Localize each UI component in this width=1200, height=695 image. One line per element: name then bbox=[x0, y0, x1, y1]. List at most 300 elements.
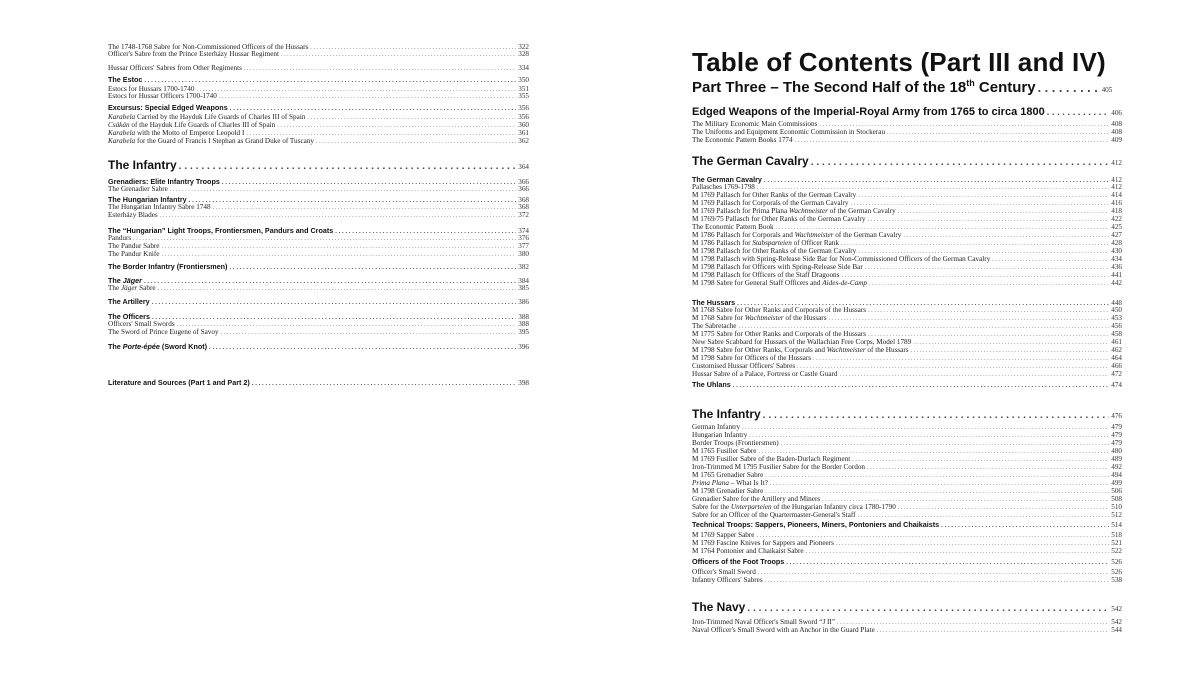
toc-entry-title-text: Hussar Officers' Sabres from Other Regiments bbox=[108, 64, 242, 72]
dot-leader bbox=[739, 322, 1110, 330]
toc-entry-title bbox=[692, 539, 834, 547]
dot-leader bbox=[179, 158, 517, 172]
toc-entry-page-number: 350 bbox=[518, 76, 529, 84]
toc-entry-title-text: The Artillery bbox=[108, 297, 150, 306]
toc-entry-page-number: 512 bbox=[1111, 511, 1122, 519]
toc-entry-page-number: 462 bbox=[1111, 346, 1122, 354]
toc-entry bbox=[692, 380, 1122, 389]
toc-entry bbox=[692, 370, 1122, 378]
toc-entry-title-text: The German Cavalry bbox=[692, 154, 809, 168]
dot-leader bbox=[841, 271, 1109, 279]
dot-leader bbox=[133, 234, 516, 242]
toc-entry-page-number: 412 bbox=[1111, 176, 1122, 184]
toc-entry-page-number: 405 bbox=[1101, 86, 1113, 94]
toc-entry-title bbox=[692, 503, 896, 511]
toc-entry-title-italic: Unterparteien bbox=[730, 503, 772, 511]
toc-entry bbox=[692, 79, 1112, 97]
dot-leader bbox=[765, 576, 1110, 584]
dot-leader bbox=[229, 262, 516, 271]
toc-entry bbox=[692, 207, 1122, 215]
toc-entry bbox=[692, 271, 1122, 279]
dot-leader bbox=[209, 342, 516, 351]
dot-leader bbox=[858, 191, 1109, 199]
toc-entry-title-text: Esterházy Blades bbox=[108, 211, 158, 219]
toc-entry-title bbox=[692, 557, 784, 566]
toc-entry-title-text: The Pandur Sabre bbox=[108, 242, 160, 250]
toc-entry-title-text: M 1765 Grenadier Sabre bbox=[692, 471, 764, 479]
toc-entry bbox=[108, 297, 529, 306]
toc-entry-page-number: 334 bbox=[518, 64, 529, 72]
toc-entry-title bbox=[692, 495, 820, 503]
toc-entry-title-text: for the Guard of Francis I Stephan as Grand Duke of Tuscany bbox=[135, 137, 315, 145]
toc-entry bbox=[108, 185, 529, 193]
toc-entry-page-number: 521 bbox=[1111, 539, 1122, 547]
toc-entry-page-number: 450 bbox=[1111, 306, 1122, 314]
toc-entry-title-text: The Economic Pattern Book bbox=[692, 223, 774, 231]
toc-entry-page-number: 494 bbox=[1111, 471, 1122, 479]
toc-entry-title-text: M 1769 Pallasch for Prima Plana bbox=[692, 207, 790, 215]
toc-entry-title-text: Technical Troops: Sappers, Pioneers, Miners, Pontoniers and Chaikaists bbox=[692, 520, 940, 529]
dot-leader bbox=[781, 439, 1110, 447]
toc-entry-title bbox=[692, 338, 911, 346]
toc-entry-title-text: German Infantry bbox=[692, 423, 741, 431]
toc-entry-title-text: Naval Officer's Small Sword with an Anchor in the Guard Plate bbox=[692, 626, 875, 634]
toc-entry-title bbox=[692, 154, 809, 168]
toc-entry-title-text: M 1798 Pallasch for Officers with Spring-Release Side Bar bbox=[692, 263, 863, 271]
toc-entry-title-text: M 1769 Pallasch for Other Ranks of the German Cavalry bbox=[692, 191, 857, 199]
toc-entry-page-number: 356 bbox=[518, 113, 529, 121]
toc-entry bbox=[108, 75, 529, 84]
toc-entry-title-text: Iron-Trimmed Naval Officer's Small Sword “J II” bbox=[692, 618, 836, 626]
toc-entry bbox=[692, 487, 1122, 495]
toc-entry-title bbox=[692, 407, 761, 421]
toc-entry-title bbox=[108, 113, 305, 121]
toc-entry-page-number: 479 bbox=[1111, 423, 1122, 431]
toc-entry-page-number: 414 bbox=[1111, 191, 1122, 199]
toc-entry-title-text: M 1798 Sabre for Other Ranks, Corporals and bbox=[692, 346, 827, 354]
toc-entry-title-text: M 1765 Fusilier Sabre bbox=[692, 447, 757, 455]
dot-leader bbox=[877, 626, 1109, 634]
toc-entry-title-text: M 1798 Pallasch for Officers of the Staff Dragoons bbox=[692, 271, 840, 279]
toc-entry-page-number: 355 bbox=[518, 92, 529, 100]
toc-entry-title-text: The Pandur Knife bbox=[108, 250, 160, 258]
toc-entry-title bbox=[692, 463, 865, 471]
dot-leader bbox=[776, 223, 1110, 231]
toc-entry bbox=[108, 129, 529, 137]
toc-entry bbox=[692, 263, 1122, 271]
toc-entry-page-number: 542 bbox=[1111, 605, 1122, 613]
dot-leader bbox=[806, 547, 1110, 555]
toc-entry-title bbox=[692, 362, 795, 370]
toc-entry bbox=[108, 378, 529, 387]
toc-entry-title bbox=[692, 618, 835, 626]
toc-entry-title-text: Literature and Sources (Part 1 and Part 2) bbox=[108, 378, 250, 387]
dot-leader bbox=[858, 247, 1109, 255]
toc-entry-page-number: 386 bbox=[518, 298, 529, 306]
toc-entry bbox=[692, 463, 1122, 471]
toc-entry-title-italic: Wachtmeister bbox=[744, 314, 784, 322]
dot-leader bbox=[868, 330, 1109, 338]
toc-entry-title-text: M 1768 Sabre for Other Ranks and Corporals of the Hussars bbox=[692, 306, 867, 314]
toc-entry bbox=[108, 342, 529, 351]
toc-entry-title-text: The “Hungarian” Light Troops, Frontiersmen, Pandurs and Croats bbox=[108, 226, 334, 235]
toc-entry-page-number: 428 bbox=[1111, 239, 1122, 247]
dot-leader bbox=[813, 354, 1109, 362]
dot-leader bbox=[747, 600, 1109, 614]
toc-entry bbox=[108, 234, 529, 242]
toc-entry bbox=[692, 431, 1122, 439]
dot-leader bbox=[244, 64, 516, 72]
toc-entry-page-number: 396 bbox=[518, 343, 529, 351]
dot-leader bbox=[867, 215, 1109, 223]
toc-entry-page-number: 538 bbox=[1111, 576, 1122, 584]
toc-entry-title-text: The Border Infantry (Frontiersmen) bbox=[108, 262, 228, 271]
toc-entry-page-number: 514 bbox=[1111, 521, 1122, 529]
toc-entry bbox=[692, 346, 1122, 354]
toc-entry-title bbox=[692, 354, 811, 362]
toc-entry-title-text: of the Hungarian Infantry circa 1780-1790 bbox=[771, 503, 896, 511]
toc-entry bbox=[692, 279, 1122, 287]
dot-leader bbox=[852, 455, 1109, 463]
dot-leader bbox=[316, 137, 516, 145]
toc-entry bbox=[692, 407, 1122, 421]
right-page bbox=[600, 0, 1200, 695]
toc-entry-title-text: of the German Cavalry bbox=[827, 207, 896, 215]
dot-leader bbox=[867, 463, 1109, 471]
toc-entry-title bbox=[692, 247, 856, 255]
toc-entry-title-italic: Stabsparteien bbox=[752, 239, 792, 247]
toc-entry-title bbox=[692, 487, 763, 495]
toc-entry-title-text: Carried by the Hayduk Life Guards of Charles III of Spain bbox=[135, 113, 306, 121]
toc-entry-title-text: M 1798 Pallasch for Other Ranks of the German Cavalry bbox=[692, 247, 857, 255]
toc-entry bbox=[692, 362, 1122, 370]
toc-entry-page-number: 361 bbox=[518, 129, 529, 137]
toc-entry-title bbox=[692, 279, 867, 287]
toc-entry-title bbox=[108, 50, 279, 58]
toc-entry-title-text: The Estoc bbox=[108, 75, 143, 84]
toc-entry bbox=[108, 50, 529, 58]
dot-leader bbox=[941, 520, 1109, 529]
toc-entry-title bbox=[692, 322, 737, 330]
toc-entry-page-number: 366 bbox=[518, 178, 529, 186]
toc-entry-page-number: 360 bbox=[518, 121, 529, 129]
toc-entry bbox=[692, 183, 1122, 191]
toc-entry-page-number: 356 bbox=[518, 104, 529, 112]
toc-entry-title-text: The Hungarian Infantry bbox=[108, 195, 187, 204]
toc-entry-page-number: 351 bbox=[518, 85, 529, 93]
dot-leader bbox=[765, 487, 1109, 495]
toc-entry-title bbox=[692, 136, 793, 144]
toc-entry-page-number: 448 bbox=[1111, 299, 1122, 307]
toc-entry-title-text: M 1798 Sabre for General Staff Officers and bbox=[692, 279, 823, 287]
toc-entry-title bbox=[692, 547, 804, 555]
toc-entry-title bbox=[692, 439, 779, 447]
toc-entry-title-text: of the Hussars bbox=[783, 314, 827, 322]
toc-entry bbox=[692, 626, 1122, 634]
toc-entry-title-text: Sabre for an Officer of the Quartermaster-General's Staff bbox=[692, 511, 856, 519]
toc-entry-title-text: Officers' Small Swords bbox=[108, 320, 175, 328]
toc-entry-title bbox=[108, 75, 142, 84]
toc-entry-title bbox=[108, 342, 207, 351]
toc-entry-title-text: M 1786 Pallasch for bbox=[692, 239, 753, 247]
dot-leader bbox=[1047, 106, 1109, 119]
toc-entry bbox=[692, 576, 1122, 584]
dot-leader bbox=[786, 557, 1109, 566]
toc-entry-title-text: of the Hussars bbox=[865, 346, 909, 354]
dot-leader bbox=[213, 203, 517, 211]
toc-entry-page-number: 526 bbox=[1111, 558, 1122, 566]
toc-entry-title-italic: Jäger bbox=[122, 276, 142, 285]
toc-entry-title bbox=[692, 576, 763, 584]
toc-entry-title bbox=[692, 626, 875, 634]
toc-entry-title-text: The Economic Pattern Books 1774 bbox=[692, 136, 793, 144]
dot-leader bbox=[765, 471, 1109, 479]
toc-entry bbox=[108, 92, 529, 100]
toc-entry-title-text: of Officer Rank bbox=[791, 239, 839, 247]
toc-entry-page-number: 364 bbox=[518, 163, 529, 171]
toc-entry-page-number: 408 bbox=[1111, 120, 1122, 128]
toc-entry bbox=[692, 322, 1122, 330]
toc-entry-title-text: The bbox=[108, 276, 123, 285]
toc-entry bbox=[108, 320, 529, 328]
toc-entry-title-text: The Officers bbox=[108, 312, 150, 321]
toc-entry-title-text: The Infantry bbox=[108, 158, 177, 172]
dot-leader bbox=[742, 423, 1109, 431]
toc-entry-title bbox=[108, 378, 250, 387]
page-title: Table of Contents (Part III and IV) bbox=[692, 47, 1106, 77]
toc-entry bbox=[108, 328, 529, 336]
toc-entry-title bbox=[692, 120, 817, 128]
toc-entry-page-number: 526 bbox=[1111, 568, 1122, 576]
toc-entry-page-number: 422 bbox=[1111, 215, 1122, 223]
toc-entry-title-text: The bbox=[108, 284, 121, 292]
toc-entry bbox=[108, 64, 529, 72]
toc-entry-page-number: 458 bbox=[1111, 330, 1122, 338]
dot-leader bbox=[911, 346, 1110, 354]
toc-entry bbox=[108, 203, 529, 211]
dot-leader bbox=[749, 431, 1109, 439]
dot-leader bbox=[763, 407, 1110, 421]
toc-entry-title bbox=[692, 520, 939, 529]
toc-entry bbox=[692, 306, 1122, 314]
toc-entry-title bbox=[108, 92, 217, 100]
toc-entry bbox=[692, 503, 1122, 511]
toc-entry-page-number: 434 bbox=[1111, 255, 1122, 263]
toc-entry bbox=[692, 423, 1122, 431]
toc-entry-page-number: 489 bbox=[1111, 455, 1122, 463]
toc-entry-page-number: 456 bbox=[1111, 322, 1122, 330]
dot-leader bbox=[246, 129, 516, 137]
toc-entry-title bbox=[692, 531, 754, 539]
dot-leader bbox=[758, 447, 1109, 455]
toc-entry-page-number: 377 bbox=[518, 242, 529, 250]
toc-entry bbox=[108, 242, 529, 250]
dot-leader bbox=[841, 239, 1109, 247]
toc-entry-page-number: 544 bbox=[1111, 626, 1122, 634]
toc-entry-title bbox=[108, 320, 175, 328]
toc-entry-title-text: M 1798 Pallasch with Spring-Release Side Bar for Non-Commissioned Officers of the German Cavalry bbox=[692, 255, 991, 263]
toc-entry bbox=[692, 223, 1122, 231]
dot-leader bbox=[281, 50, 516, 58]
dot-leader bbox=[219, 92, 516, 100]
toc-entry bbox=[692, 330, 1122, 338]
dot-leader bbox=[811, 154, 1110, 168]
toc-entry-title bbox=[692, 271, 839, 279]
toc-entry-title-text: M 1798 Grenadier Sabre bbox=[692, 487, 764, 495]
dot-leader bbox=[887, 128, 1109, 136]
toc-entry-title-text: New Sabre Scabbard for Hussars of the Wallachian Free Corps, Model 1789 bbox=[692, 338, 912, 346]
toc-entry-title-text: Officers of the Foot Troops bbox=[692, 557, 785, 566]
toc-entry-title-text: with the Motto of Emperor Leopold I bbox=[135, 129, 245, 137]
toc-entry bbox=[692, 128, 1122, 136]
toc-entry-page-number: 522 bbox=[1111, 547, 1122, 555]
toc-entry-title-text: – What Is It? bbox=[728, 479, 768, 487]
toc-entry-title bbox=[692, 314, 827, 322]
toc-entry-page-number: 479 bbox=[1111, 431, 1122, 439]
toc-entry-title bbox=[108, 203, 211, 211]
toc-entry-title bbox=[108, 211, 158, 219]
toc-entry bbox=[692, 314, 1122, 322]
toc-entry-title-text: The Grenadier Sabre bbox=[108, 185, 168, 193]
toc-entry-page-number: 412 bbox=[1111, 183, 1122, 191]
dot-leader bbox=[758, 568, 1109, 576]
toc-entry-page-number: 408 bbox=[1111, 128, 1122, 136]
toc-entry bbox=[692, 255, 1122, 263]
toc-entry-title bbox=[692, 128, 885, 136]
toc-entry-title bbox=[108, 250, 160, 258]
toc-entry-page-number: 368 bbox=[518, 203, 529, 211]
toc-entry-page-number: 416 bbox=[1111, 199, 1122, 207]
toc-entry bbox=[692, 471, 1122, 479]
toc-entry-title-italic: Karabela bbox=[108, 129, 136, 137]
toc-entry-title-text: The Infantry bbox=[692, 407, 761, 421]
toc-entry-title-text: The Military Economic Main Commissions bbox=[692, 120, 818, 128]
toc-entry-title bbox=[692, 370, 838, 378]
toc-entry-title bbox=[692, 106, 1045, 119]
dot-leader bbox=[898, 207, 1109, 215]
toc-entry-title bbox=[692, 511, 856, 519]
dot-leader bbox=[733, 380, 1109, 389]
toc-entry-title bbox=[692, 380, 731, 389]
toc-entry-page-number: 366 bbox=[518, 185, 529, 193]
toc-entry-title-text: M 1798 Sabre for Officers of the Hussars bbox=[692, 354, 812, 362]
toc-entry-title-text: The German Cavalry bbox=[692, 175, 762, 184]
toc-entry-page-number: 372 bbox=[518, 211, 529, 219]
toc-entry bbox=[692, 247, 1122, 255]
toc-entry-title-text: The 1748-1768 Sabre for Non-Commissioned Officers of the Hussars bbox=[108, 43, 309, 51]
toc-entry bbox=[108, 250, 529, 258]
toc-entry bbox=[108, 211, 529, 219]
toc-entry-title bbox=[692, 255, 990, 263]
dot-leader bbox=[162, 250, 517, 258]
toc-entry-page-number: 506 bbox=[1111, 487, 1122, 495]
toc-entry-page-number: 384 bbox=[518, 277, 529, 285]
toc-entry-page-number: 442 bbox=[1111, 279, 1122, 287]
dot-leader bbox=[177, 320, 517, 328]
toc-entry bbox=[692, 191, 1122, 199]
toc-entry-title bbox=[108, 297, 150, 306]
dot-leader bbox=[252, 378, 516, 387]
toc-entry-page-number: 542 bbox=[1111, 618, 1122, 626]
toc-entry-title-text: Excursus: Special Edged Weapons bbox=[108, 103, 228, 112]
dot-leader bbox=[869, 279, 1109, 287]
toc-entry bbox=[692, 120, 1122, 128]
dot-leader bbox=[757, 183, 1109, 191]
toc-entry-title-text: The Sabretache bbox=[692, 322, 737, 330]
toc-entry-title-text: Hussar Sabre of a Palace, Fortress or Castle Guard bbox=[692, 370, 838, 378]
toc-entry-title bbox=[108, 234, 131, 242]
toc-entry-title-text: Part Three – The Second Half of the 18 bbox=[692, 79, 967, 96]
toc-entry-title-text: The Hungarian Infantry Sabre 1748 bbox=[108, 203, 211, 211]
toc-entry-page-number: 518 bbox=[1111, 531, 1122, 539]
toc-entry bbox=[108, 284, 529, 292]
dot-leader bbox=[160, 211, 517, 219]
toc-entry-title-text: Pandurs bbox=[108, 234, 132, 242]
toc-entry-title-text: Grenadiers: Elite Infantry Troops bbox=[108, 177, 220, 186]
toc-entry-title bbox=[692, 600, 745, 614]
toc-entry-page-number: 376 bbox=[518, 234, 529, 242]
dot-leader bbox=[819, 120, 1109, 128]
dot-leader bbox=[903, 231, 1109, 239]
toc-entry-title-text: The Sword of Prince Eugene of Savoy bbox=[108, 328, 219, 336]
toc-entry-page-number: 322 bbox=[518, 43, 529, 51]
toc-entry-title bbox=[692, 306, 866, 314]
toc-entry-title bbox=[108, 137, 314, 145]
toc-entry-title-italic: Wachtmeister bbox=[789, 207, 828, 215]
toc-entry bbox=[692, 136, 1122, 144]
toc-entry-title-text: M 1764 Pontonier and Chaikaist Sabre bbox=[692, 547, 804, 555]
toc-entry-title-text: Sabre bbox=[137, 284, 156, 292]
toc-entry-page-number: 398 bbox=[518, 379, 529, 387]
toc-entry bbox=[692, 557, 1122, 566]
toc-entry bbox=[692, 547, 1122, 555]
toc-entry-title bbox=[692, 183, 755, 191]
toc-entry-title-text: Officer's Small Sword bbox=[692, 568, 756, 576]
dot-leader bbox=[851, 199, 1110, 207]
dot-leader bbox=[170, 185, 516, 193]
toc-entry-title-italic: Porte-épée bbox=[122, 342, 160, 351]
toc-entry-title-text: Estocs for Hussar Officers 1700-1740 bbox=[108, 92, 217, 100]
toc-entry-title bbox=[108, 158, 177, 172]
toc-entry-title-text: The Uniforms and Equipment Economic Commission in Stockerau bbox=[692, 128, 886, 136]
toc-entry-title-text: The bbox=[108, 342, 123, 351]
toc-entry-title bbox=[692, 568, 756, 576]
toc-entry-title bbox=[692, 423, 740, 431]
toc-entry-page-number: 466 bbox=[1111, 362, 1122, 370]
toc-entry-title-text: Infantry Officers' Sabres bbox=[692, 576, 763, 584]
toc-entry-title bbox=[108, 328, 219, 336]
dot-leader bbox=[898, 503, 1109, 511]
toc-entry-page-number: 368 bbox=[518, 196, 529, 204]
toc-entry bbox=[692, 215, 1122, 223]
dot-leader bbox=[829, 314, 1110, 322]
toc-entry-title-italic: Jäger bbox=[120, 284, 138, 292]
toc-entry-title-text: Border Troops (Frontiersmen) bbox=[692, 439, 779, 447]
toc-entry bbox=[692, 106, 1122, 119]
toc-entry-title-italic: Aides-de-Camp bbox=[822, 279, 867, 287]
dot-leader bbox=[1038, 79, 1100, 97]
dot-leader bbox=[221, 328, 517, 336]
toc-entry-page-number: 461 bbox=[1111, 338, 1122, 346]
toc-entry-page-number: 476 bbox=[1111, 412, 1122, 420]
toc-entry-page-number: 409 bbox=[1111, 136, 1122, 144]
toc-entry-title bbox=[692, 79, 1036, 97]
dot-leader bbox=[230, 103, 517, 112]
toc-entry-title bbox=[692, 207, 896, 215]
toc-entry-title-text: of the Hayduk Life Guards of Charles III of Spain bbox=[129, 121, 276, 129]
toc-entry-page-number: 453 bbox=[1111, 314, 1122, 322]
toc-entry-title bbox=[108, 185, 168, 193]
